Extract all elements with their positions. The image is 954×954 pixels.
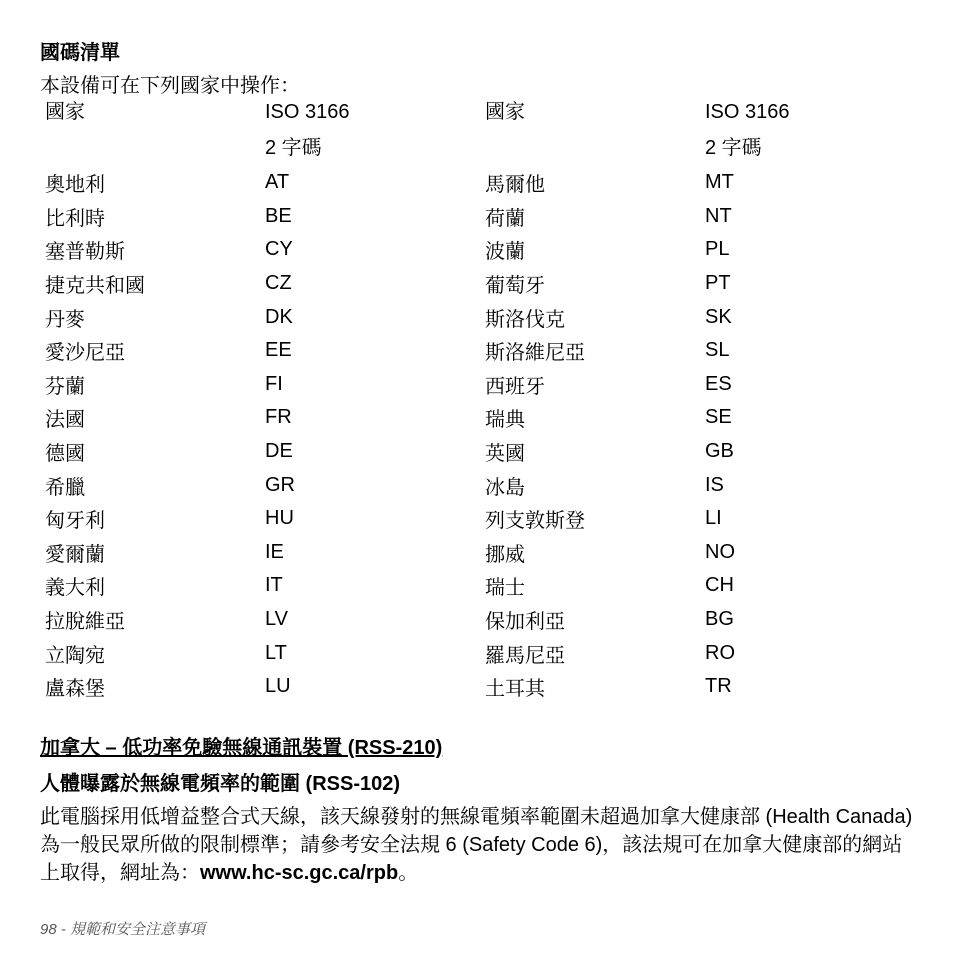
country-name: 保加利亞: [485, 611, 565, 634]
country-name: 挪威: [485, 543, 525, 566]
country-code: CZ: [265, 272, 292, 295]
country-name: 德國: [45, 443, 85, 466]
country-name: 冰島: [485, 476, 525, 499]
country-name: 塞普勒斯: [45, 241, 125, 264]
intro-text: 本設備可在下列國家中操作：: [40, 75, 300, 97]
table-row: [40, 670, 790, 704]
country-code: SK: [705, 305, 732, 328]
country-code: LT: [265, 641, 287, 664]
country-code-table: [40, 92, 790, 704]
country-name: 英國: [485, 443, 525, 466]
country-name: 斯洛伐克: [485, 308, 565, 331]
table-row: [40, 368, 790, 402]
country-code: HU: [265, 507, 294, 530]
country-code: AT: [265, 171, 290, 194]
country-name: 丹麥: [45, 308, 85, 331]
header-country: 國家: [45, 101, 85, 123]
table-row: [40, 468, 790, 502]
page-footer: 98 - 規範和安全注意事項: [40, 921, 206, 938]
country-name: 愛沙尼亞: [45, 342, 125, 365]
table-row: [40, 166, 790, 200]
country-code: LV: [265, 608, 288, 631]
header-code-line1: ISO 3166: [265, 101, 350, 123]
country-code: IT: [265, 574, 283, 597]
canada-rss210-heading: 加拿大 – 低功率免驗無線通訊裝置 (RSS-210): [40, 737, 443, 759]
country-code: EE: [265, 339, 292, 362]
country-code: BE: [265, 204, 292, 227]
paragraph-text: 此電腦採用低增益整合式天線，該天線發射的無線電頻率範圍未超過加拿大健康部 (Health Canada) 為一般民眾所做的限制標準；請參考安全法規 6 (Safety Code 6)，該法規可在加拿大健康部的網站上取得，網址為：: [40, 806, 913, 884]
country-name: 希臘: [45, 476, 85, 499]
country-name: 芬蘭: [45, 375, 85, 398]
country-code: PT: [705, 272, 731, 295]
country-name: 法國: [45, 409, 85, 432]
country-name: 列支敦斯登: [485, 510, 585, 533]
country-code: SE: [705, 406, 732, 429]
country-code: MT: [705, 171, 734, 194]
country-code: CH: [705, 574, 734, 597]
health-canada-url: www.hc-sc.gc.ca/rpb: [200, 862, 399, 884]
table-row: [40, 233, 790, 267]
country-name: 拉脫維亞: [45, 611, 125, 634]
country-code: PL: [705, 238, 730, 261]
country-code: GR: [265, 473, 295, 496]
table-row: [40, 401, 790, 435]
country-name: 葡萄牙: [485, 275, 545, 298]
country-name: 盧森堡: [45, 678, 105, 701]
header-code-line2: 2 字碼: [265, 137, 322, 159]
country-code: LU: [265, 675, 291, 698]
section-title: 國碼清單: [40, 42, 120, 64]
country-name: 瑞士: [485, 577, 525, 600]
country-code: FI: [265, 372, 283, 395]
country-name: 義大利: [45, 577, 105, 600]
header-country: 國家: [485, 101, 525, 123]
header-code-line2: 2 字碼: [705, 137, 762, 159]
country-name: 斯洛維尼亞: [485, 342, 585, 365]
country-name: 馬爾他: [485, 174, 545, 197]
country-code: BG: [705, 608, 734, 631]
table-row: [40, 502, 790, 536]
country-name: 愛爾蘭: [45, 543, 105, 566]
country-name: 奧地利: [45, 174, 105, 197]
country-code: IE: [265, 540, 284, 563]
country-code: GB: [705, 440, 734, 463]
country-name: 波蘭: [485, 241, 525, 264]
country-code: CY: [265, 238, 293, 261]
table-row: [40, 267, 790, 301]
country-name: 立陶宛: [45, 644, 105, 667]
country-code: ES: [705, 372, 732, 395]
country-code: LI: [705, 507, 722, 530]
table-row: [40, 603, 790, 637]
paragraph-end: 。: [398, 862, 419, 884]
country-name: 匈牙利: [45, 510, 105, 533]
country-name: 荷蘭: [485, 207, 525, 230]
table-row: [40, 334, 790, 368]
table-row: [40, 569, 790, 603]
country-name: 土耳其: [485, 678, 545, 701]
country-name: 比利時: [45, 207, 105, 230]
country-code: TR: [705, 675, 732, 698]
country-code: NT: [705, 204, 732, 227]
country-name: 羅馬尼亞: [485, 644, 565, 667]
country-code: FR: [265, 406, 292, 429]
country-name: 捷克共和國: [45, 275, 145, 298]
header-code: [260, 92, 480, 166]
table-row: [40, 636, 790, 670]
rf-exposure-paragraph: [40, 803, 920, 887]
table-row: [40, 200, 790, 234]
table-row: [40, 300, 790, 334]
country-name: 瑞典: [485, 409, 525, 432]
country-code: NO: [705, 540, 735, 563]
table-row: [40, 536, 790, 570]
country-code: DK: [265, 305, 293, 328]
country-code: RO: [705, 641, 735, 664]
header-code-line1: ISO 3166: [705, 101, 790, 123]
country-code: SL: [705, 339, 730, 362]
header-code: [700, 92, 790, 166]
table-header-row: [40, 92, 790, 166]
country-name: 西班牙: [485, 375, 545, 398]
country-code: IS: [705, 473, 724, 496]
table-row: [40, 435, 790, 469]
rss102-heading: 人體曝露於無線電頻率的範圍 (RSS-102): [40, 773, 401, 795]
country-code: DE: [265, 440, 293, 463]
